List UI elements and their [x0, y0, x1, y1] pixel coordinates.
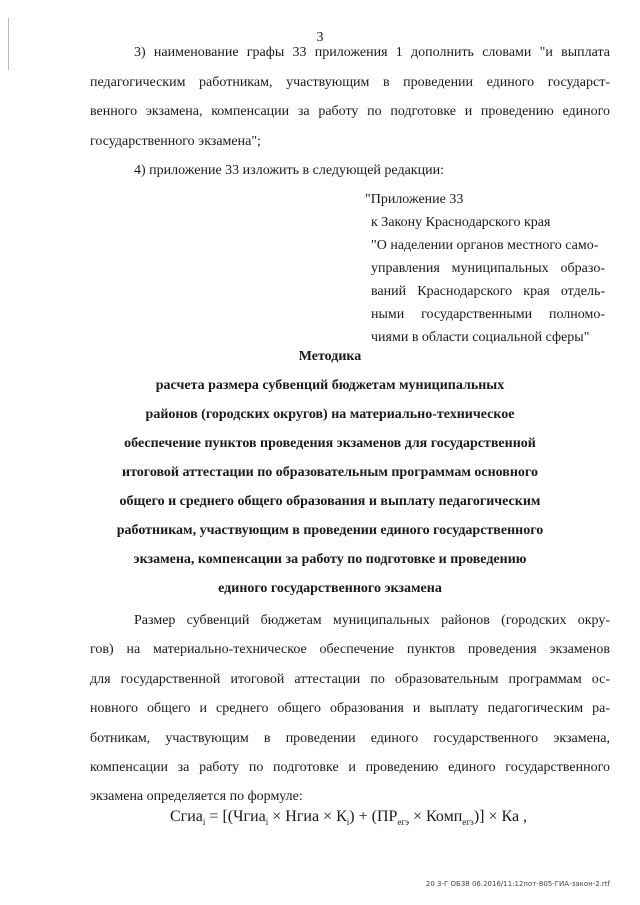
formula-sub: егэ — [397, 817, 409, 828]
item-3-line: венного экзамена, компенсации за работу по подготовке и проведению единого — [90, 104, 610, 119]
item-3-paragraph — [90, 38, 610, 156]
method-title-line: единого государственного экзамена — [218, 581, 442, 596]
method-title-line: обеспечение пунктов проведения экзаменов для государственной — [124, 436, 536, 451]
formula-sub: i — [346, 817, 350, 828]
file-path-footer: 20 3-Г ОБ38 06.2016/11:12пот-805-ГИА-закон-2.rtf — [425, 880, 610, 888]
method-title-line: районов (городских округов) на материально-техническое — [145, 407, 515, 422]
formula-part: × Комп — [408, 808, 463, 825]
body-line: Размер субвенций бюджетам муниципальных районов (городских окру- — [134, 613, 610, 628]
method-title-line: итоговой аттестации по образовательным программам основного — [122, 465, 538, 480]
formula-part: ) + (ПР — [349, 808, 398, 825]
method-title-line: общего и среднего общего образования и выплату педагогическим — [119, 494, 541, 509]
formula-lhs-sub: i — [202, 817, 206, 828]
formula — [170, 808, 527, 827]
item-3-line: 3) наименование графы 33 приложения 1 дополнить словами "и выплата — [134, 45, 610, 60]
formula-part: [(Чгиа — [222, 808, 266, 825]
item-3-line: педагогическим работникам, участвующим в проведении единого государст- — [90, 74, 610, 90]
body-paragraph — [90, 606, 610, 812]
body-line: для государственной итоговой аттестации по образовательным программам ос- — [90, 671, 610, 687]
formula-eq: = — [205, 808, 223, 825]
appendix-line: "Приложение 33 — [365, 192, 464, 207]
body-line: экзамена определяется по формуле: — [90, 789, 303, 805]
body-line: гов) на материально-техническое обеспечение пунктов проведения экзаменов — [90, 642, 610, 658]
formula-part: )] × Ка , — [473, 808, 528, 825]
body-line: ботникам, участвующим в проведении единого государственного экзамена, — [90, 730, 610, 746]
method-title — [110, 342, 550, 603]
method-title-line: Методика — [298, 349, 362, 364]
appendix-line: ными государственными полномо- — [371, 307, 605, 322]
appendix-line: ваний Краснодарского края отдель- — [371, 284, 605, 299]
item-4-line: 4) приложение 33 изложить в следующей редакции: — [134, 163, 444, 178]
formula-sub: i — [265, 817, 269, 828]
appendix-line: управления муниципальных образо- — [371, 261, 605, 276]
appendix-reference — [365, 188, 605, 349]
item-4-paragraph — [90, 156, 610, 186]
page-number: 3 — [316, 30, 324, 45]
item-3-line: государственного экзамена"; — [90, 133, 261, 149]
formula-sub: егэ — [462, 817, 474, 828]
body-line: компенсации за работу по подготовке и проведению единого государственного — [90, 760, 610, 776]
appendix-line: чиями в области социальной сферы" — [371, 330, 590, 345]
body-line: новного общего и среднего общего образования и выплату педагогическим ра- — [90, 701, 610, 717]
method-title-line: работникам, участвующим в проведении единого государственного — [116, 523, 544, 538]
appendix-line: "О наделении органов местного само- — [371, 238, 599, 253]
method-title-line: экзамена, компенсации за работу по подготовке и проведению — [133, 552, 527, 567]
formula-lhs: Сгиа — [170, 808, 203, 825]
appendix-line: к Закону Краснодарского края — [371, 215, 551, 230]
method-title-line: расчета размера субвенций бюджетам муниципальных — [155, 378, 505, 393]
formula-part: × Нгиа × К — [268, 808, 347, 825]
